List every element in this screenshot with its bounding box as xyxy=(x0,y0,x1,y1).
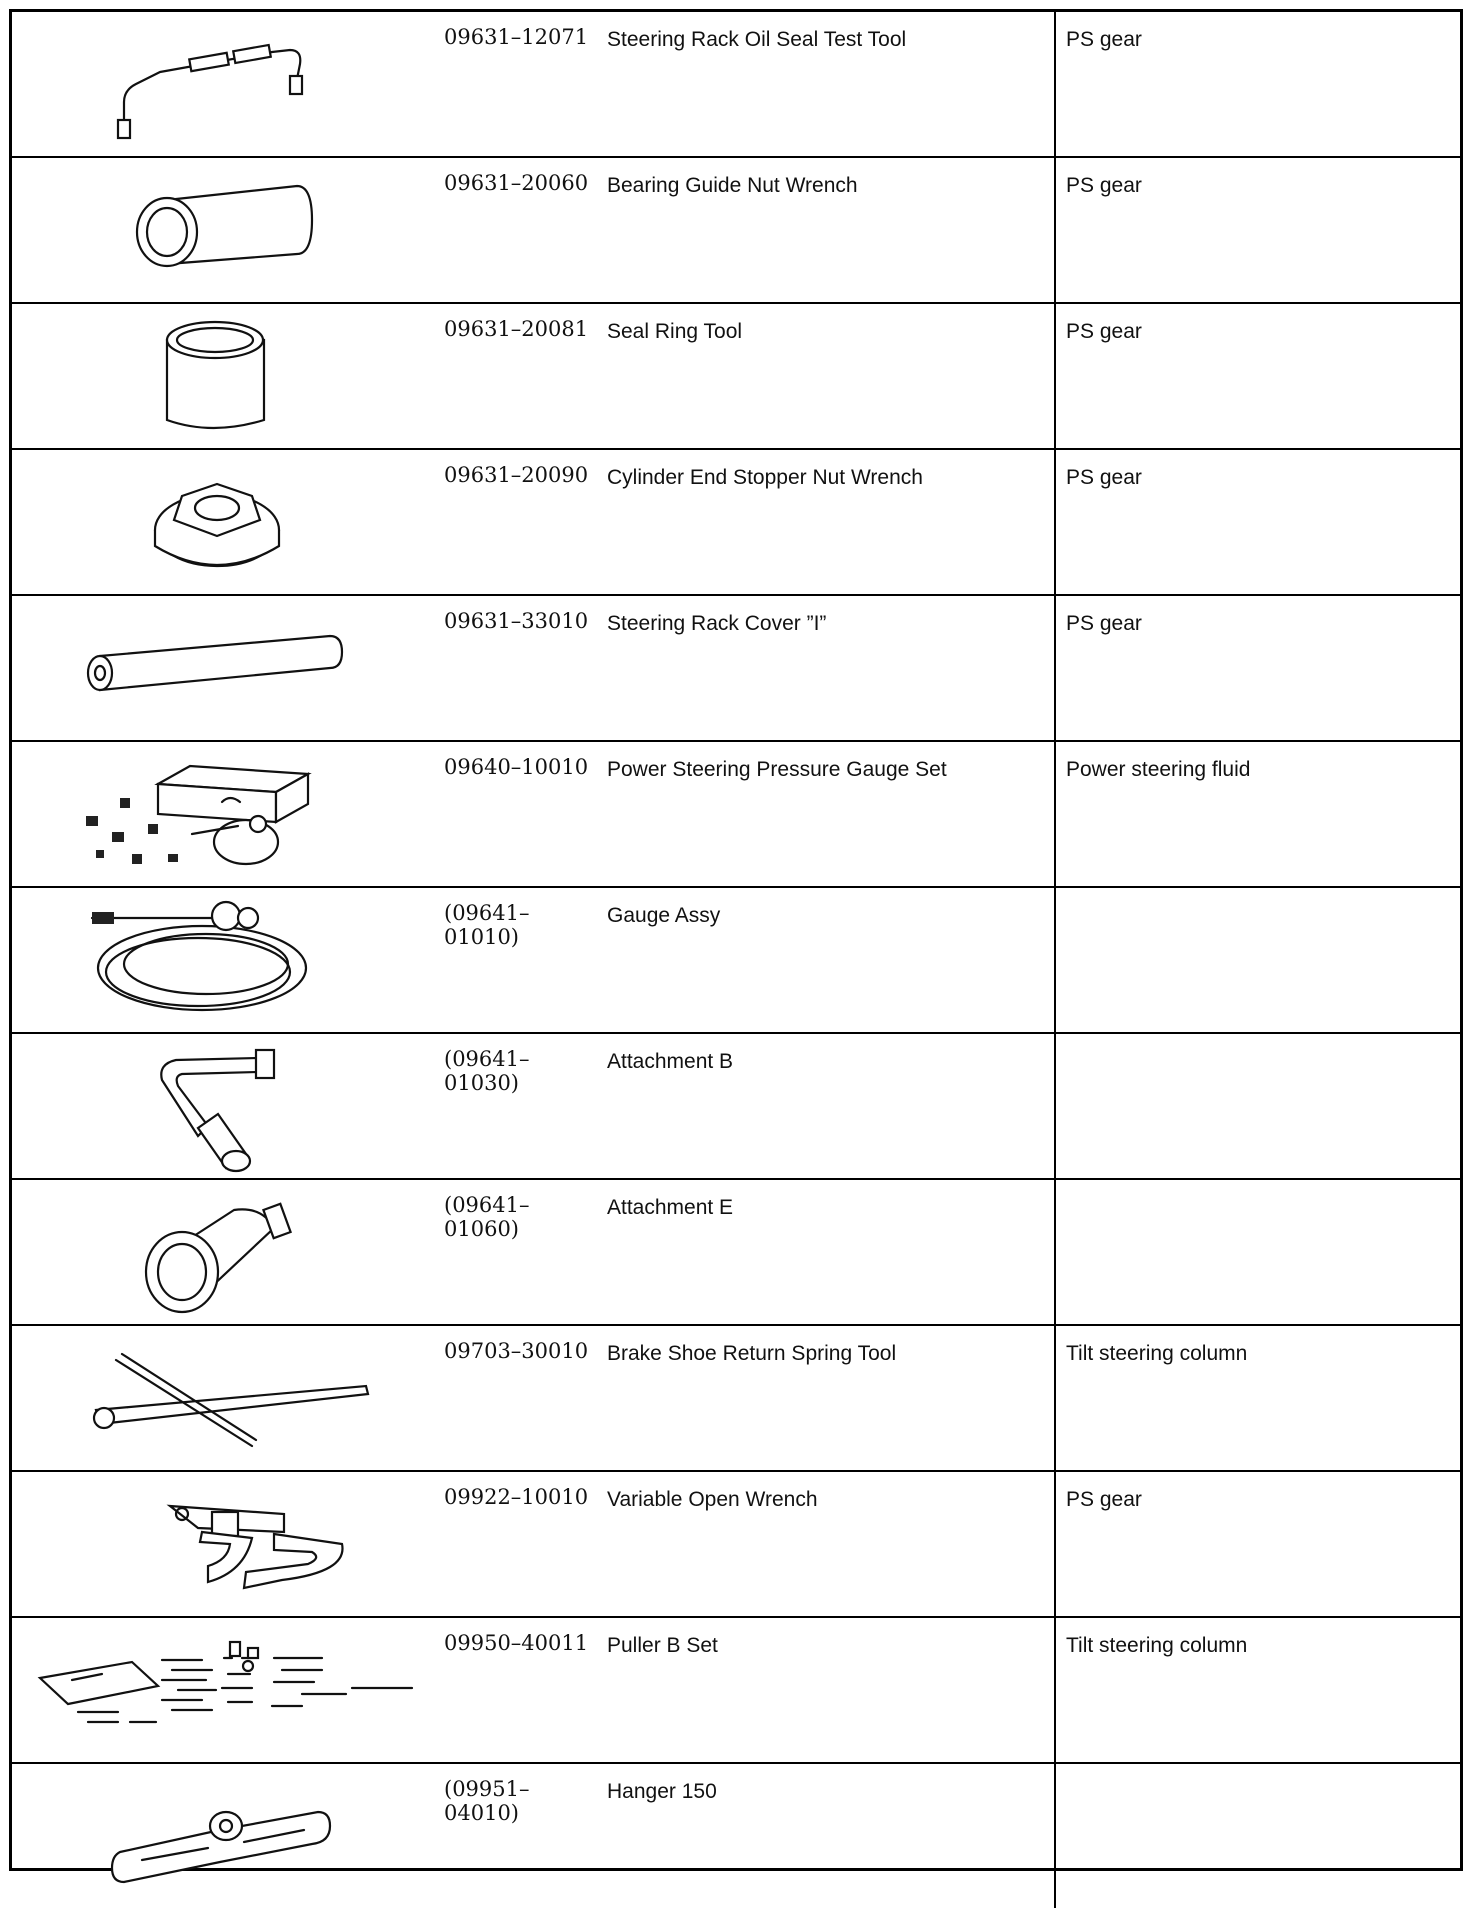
tool-name: Cylinder End Stopper Nut Wrench xyxy=(607,466,923,489)
hanger-bar-icon xyxy=(12,1764,422,1908)
tool-name: Attachment E xyxy=(607,1196,734,1219)
tool-name: Hanger 150 xyxy=(607,1780,717,1803)
part-number: (09641–01010) xyxy=(444,901,530,949)
tool-name: Brake Shoe Return Spring Tool xyxy=(607,1342,897,1365)
nut-wrench-cylinder-icon xyxy=(12,158,422,302)
spring-tool-icon xyxy=(12,1326,422,1470)
table-row xyxy=(12,741,1460,887)
part-number: 09631–33010 xyxy=(444,609,589,633)
table-row xyxy=(12,157,1460,303)
tool-name: Steering Rack Cover ”I” xyxy=(607,612,827,635)
tool-name: Seal Ring Tool xyxy=(607,320,743,343)
tool-name: Gauge Assy xyxy=(607,904,721,927)
tool-name: Power Steering Pressure Gauge Set xyxy=(607,758,947,781)
tool-note: Power steering fluid xyxy=(1066,758,1251,781)
part-number: 09703–30010 xyxy=(444,1339,589,1363)
part-number: 09640–10010 xyxy=(444,755,589,779)
hex-fitting-icon xyxy=(12,1180,422,1324)
tool-note: PS gear xyxy=(1066,466,1142,489)
part-number: 09922–10010 xyxy=(444,1485,589,1509)
table-row xyxy=(12,449,1460,595)
part-number: (09951–04010) xyxy=(444,1777,530,1825)
tool-note xyxy=(1056,888,1460,900)
part-number: (09641–01060) xyxy=(444,1193,530,1241)
part-number: 09631–20081 xyxy=(444,317,589,341)
table-row xyxy=(12,1033,1460,1179)
tool-name: Bearing Guide Nut Wrench xyxy=(607,174,858,197)
table-row xyxy=(12,595,1460,741)
test-tool-pipe-icon xyxy=(12,12,422,156)
seal-ring-tool-icon xyxy=(12,304,422,448)
open-wrench-icon xyxy=(12,1472,422,1616)
tool-note xyxy=(1056,1764,1460,1776)
table-row xyxy=(12,1471,1460,1617)
part-number: 09950–40011 xyxy=(444,1631,589,1655)
table-row xyxy=(12,1325,1460,1471)
table-row xyxy=(12,12,1460,157)
tool-note xyxy=(1056,1034,1460,1046)
part-number: 09631–20060 xyxy=(444,171,589,195)
tool-note: PS gear xyxy=(1066,320,1142,343)
tool-name: Variable Open Wrench xyxy=(607,1488,818,1511)
stopper-nut-wrench-icon xyxy=(12,450,422,594)
tool-note: PS gear xyxy=(1066,612,1142,635)
gauge-hose-icon xyxy=(12,888,422,1032)
rack-cover-tube-icon xyxy=(12,596,422,740)
table-row xyxy=(12,303,1460,449)
tool-note: PS gear xyxy=(1066,174,1142,197)
table-row xyxy=(12,1617,1460,1763)
puller-set-icon xyxy=(12,1618,422,1762)
part-number: 09631–20090 xyxy=(444,463,589,487)
tool-table-sheet xyxy=(9,9,1463,1871)
part-number: 09631–12071 xyxy=(444,25,589,49)
tool-note: PS gear xyxy=(1066,1488,1142,1511)
tool-note: Tilt steering column xyxy=(1066,1342,1248,1365)
table-row xyxy=(12,1179,1460,1325)
table-row xyxy=(12,887,1460,1033)
tool-name: Steering Rack Oil Seal Test Tool xyxy=(607,28,907,51)
tool-note: Tilt steering column xyxy=(1066,1634,1248,1657)
elbow-attachment-icon xyxy=(12,1034,422,1178)
tool-name: Attachment B xyxy=(607,1050,734,1073)
tool-note xyxy=(1056,1180,1460,1192)
gauge-set-case-icon xyxy=(12,742,422,886)
tool-name: Puller B Set xyxy=(607,1634,718,1657)
part-number: (09641–01030) xyxy=(444,1047,530,1095)
tool-note: PS gear xyxy=(1066,28,1142,51)
special-tools-table xyxy=(12,12,1460,1908)
table-row xyxy=(12,1763,1460,1908)
